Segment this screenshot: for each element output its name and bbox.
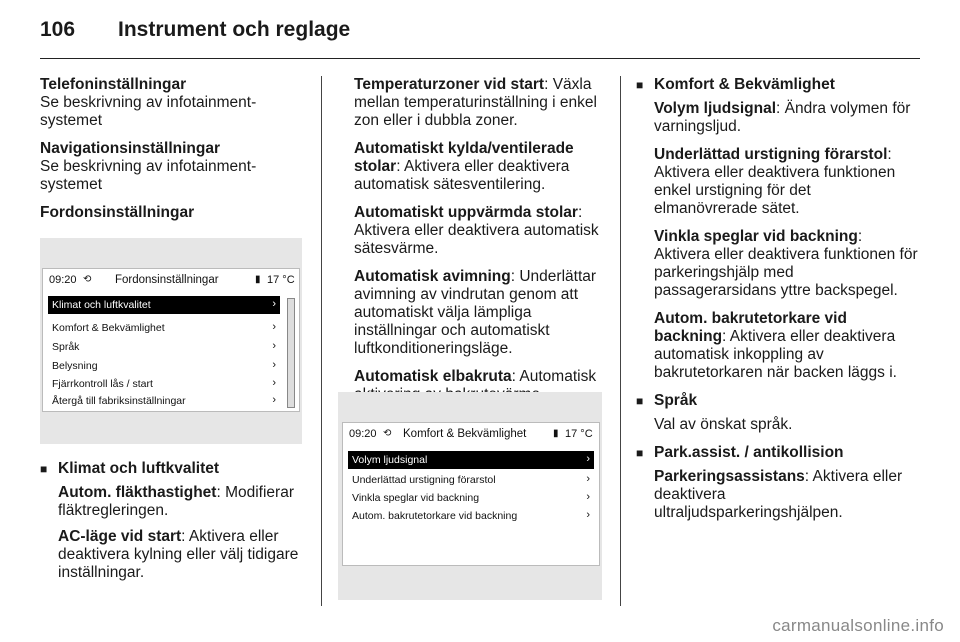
bullet-heading: ■ Park.assist. / antikollision (636, 444, 918, 462)
temp-icon: ▮ (553, 428, 559, 439)
item-text: : Automatisk (511, 368, 597, 385)
chevron-right-icon: › (272, 340, 276, 352)
page-header (40, 14, 920, 59)
bullet-heading: ■ Klimat och luftkvalitet (40, 460, 306, 478)
menu-item[interactable]: Underlättad urstigning förarstol › (352, 473, 590, 486)
chevron-right-icon: › (586, 509, 590, 521)
back-icon: ⟲ (383, 428, 392, 439)
screen-time: 09:20 (349, 428, 377, 440)
column-1-lower (40, 460, 306, 592)
item-text: : Modifierar fläktregleringen. (58, 484, 294, 519)
column-divider (620, 76, 621, 606)
item-text: : Aktivera eller deaktivera funktionen för parkeringshjälp med passagerarsidans yttre backspegel. (654, 228, 918, 299)
column-1 (40, 76, 306, 222)
temp-icon: ▮ (255, 274, 261, 285)
screen-title: Komfort & Bekvämlighet (403, 428, 527, 440)
item-heading: AC-läge vid start (58, 528, 182, 545)
item-heading: Automatiskt kylda/ventilerade stolar (354, 140, 574, 175)
item-text: : Aktivera eller deaktivera kylning eller välj tidigare inställningar. (58, 528, 299, 581)
item-text: : Aktivera eller deaktivera automatisk sätesvärme. (354, 204, 599, 257)
item-text: : Underlättar avimning av vindrutan genom att automatiskt välja lämpliga inställningar och automatiskt luftkonditioneringsläge. (354, 268, 597, 357)
page-number: 106 (40, 18, 76, 41)
item-text: : Aktivera eller deaktivera ultraljudsparkeringshjälpen. (654, 468, 903, 521)
item-text: : Ändra volymen för varningsljud. (654, 100, 911, 135)
menu-item[interactable]: Fjärrkontroll lås / start › (52, 377, 276, 390)
section-text: Se beskrivning av infotainment-systemet (40, 94, 257, 129)
item-text: : Aktivera eller deaktivera automatisk sätesventilering. (354, 158, 570, 193)
menu-item[interactable]: Återgå till fabriksinställningar › (52, 394, 276, 407)
menu-item[interactable]: Belysning › (52, 359, 276, 372)
chevron-right-icon: › (272, 394, 276, 406)
column-divider (321, 76, 322, 606)
chevron-right-icon: › (586, 473, 590, 485)
menu-item[interactable]: Komfort & Bekvämlighet › (52, 321, 276, 334)
bullet-heading: ■ Språk (636, 392, 918, 410)
item-heading: Autom. bakrutetorkare vid backning (654, 310, 847, 345)
chevron-right-icon: › (272, 359, 276, 371)
item-heading: Autom. fläkthastighet (58, 484, 217, 501)
screen-time: 09:20 (49, 274, 77, 286)
item-heading: Automatisk avimning (354, 268, 511, 285)
item-heading: Parkeringsassistans (654, 468, 805, 485)
screen-temp: 17 °C (565, 428, 593, 440)
back-icon: ⟲ (83, 274, 92, 285)
menu-item[interactable]: Språk › (52, 340, 276, 353)
screen-title: Fordonsinställningar (115, 274, 219, 286)
screen-status-bar (343, 423, 599, 447)
screen-status-bar (43, 269, 299, 293)
chevron-right-icon: › (586, 453, 590, 465)
watermark: carmanualsonline.info (772, 616, 944, 635)
screen-image-vehicle-settings (40, 238, 302, 444)
chevron-right-icon: › (272, 377, 276, 389)
item-text: Val av önskat språk. (654, 416, 793, 433)
menu-item[interactable]: Autom. bakrutetorkare vid backning › (352, 509, 590, 522)
page-title: Instrument och reglage (118, 18, 351, 41)
item-heading: Automatiskt uppvärmda stolar (354, 204, 578, 221)
item-text: : Aktivera eller deaktivera funktionen enkel urstigning för det elmanövrerade sätet. (654, 146, 896, 217)
section-text: Se beskrivning av infotainment-systemet (40, 158, 257, 193)
item-text: : Aktivera eller deaktivera automatisk inkoppling av bakrutetorkaren när backen läggs i. (654, 328, 897, 381)
item-heading: Volym ljudsignal (654, 100, 777, 117)
scrollbar[interactable] (287, 298, 295, 408)
menu-item[interactable]: Klimat och luftkvalitet › (48, 296, 280, 314)
section-heading: Navigationsinställningar (40, 140, 221, 157)
section-heading: Telefoninställningar (40, 76, 187, 93)
column-2 (354, 76, 606, 414)
menu-item[interactable]: Vinkla speglar vid backning › (352, 491, 590, 504)
item-text: : Växla mellan temperaturinställning i enkel zon eller i dubbla zoner. (354, 76, 597, 129)
column-3 (636, 76, 918, 532)
screen-image-comfort (338, 392, 602, 600)
section-heading: Fordonsinställningar (40, 204, 195, 221)
menu-item[interactable]: Volym ljudsignal › (348, 451, 594, 469)
item-heading: Automatisk elbakruta (354, 368, 512, 385)
item-heading: Vinkla speglar vid backning (654, 228, 858, 245)
chevron-right-icon: › (272, 298, 276, 310)
screen-temp: 17 °C (267, 274, 295, 286)
item-heading: Underlättad urstigning förarstol (654, 146, 888, 163)
item-heading: Temperaturzoner vid start (354, 76, 545, 93)
bullet-heading: ■ Komfort & Bekvämlighet (636, 76, 918, 94)
chevron-right-icon: › (272, 321, 276, 333)
chevron-right-icon: › (586, 491, 590, 503)
